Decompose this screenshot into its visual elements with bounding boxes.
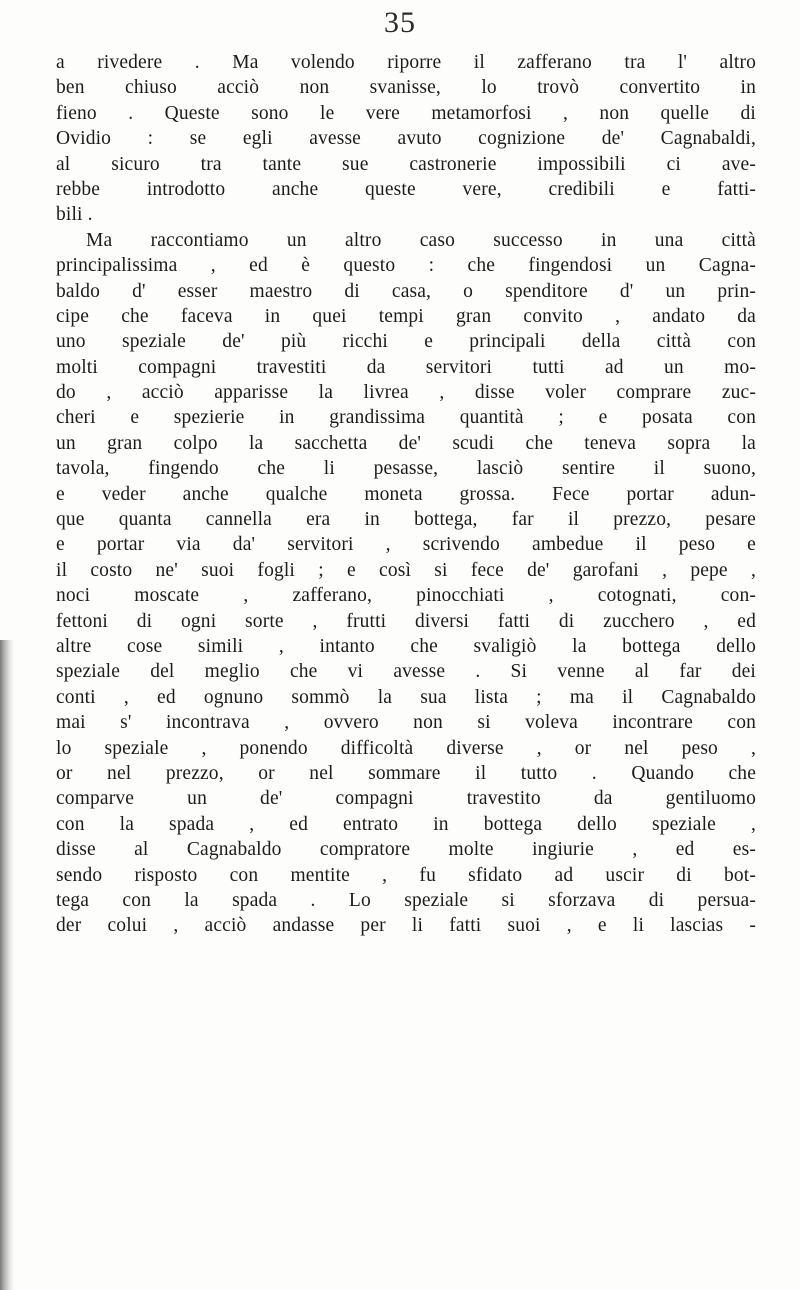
- text-line: lo speziale , ponendo difficoltà diverse , or nel peso ,: [56, 737, 756, 759]
- text-line: sendo risposto con mentite , fu sfidato ad uscir di bot-: [56, 864, 756, 886]
- text-line: al sicuro tra tante sue castronerie impossibili ci ave-: [56, 153, 756, 175]
- text-line: con la spada , ed entrato in bottega dello speziale ,: [56, 813, 756, 835]
- page-number: 35: [384, 6, 416, 39]
- body-text: [56, 50, 756, 939]
- text-line: cheri e spezierie in grandissima quantità ; e posata con: [56, 407, 756, 429]
- text-line: der colui , acciò andasse per li fatti suoi , e li lascias -: [56, 915, 756, 937]
- text-line: bili .: [56, 204, 93, 226]
- text-line: que quanta cannella era in bottega, far il prezzo, pesare: [56, 509, 756, 531]
- text-line: speziale del meglio che vi avesse . Si venne al far dei: [56, 661, 756, 683]
- text-line: altre cose simili , intanto che svaligiò la bottega dello: [56, 635, 756, 657]
- text-line: comparve un de' compagni travestito da gentiluomo: [56, 788, 756, 810]
- text-line: mai s' incontrava , ovvero non si voleva incontrare con: [56, 712, 756, 734]
- text-line: e portar via da' servitori , scrivendo ambedue il peso e: [56, 534, 756, 556]
- text-line: cipe che faceva in quei tempi gran convito , andato da: [56, 305, 756, 327]
- text-line: a rivedere . Ma volendo riporre il zafferano tra l' altro: [56, 52, 756, 73]
- text-line: fettoni di ogni sorte , frutti diversi fatti di zucchero , ed: [56, 610, 756, 632]
- text-line: il costo ne' suoi fogli ; e così si fece de' garofani , pepe ,: [56, 559, 756, 581]
- text-line: baldo d' esser maestro di casa, o spenditore d' un prin-: [56, 280, 756, 302]
- text-line: un gran colpo la sacchetta de' scudi che teneva sopra la: [56, 432, 756, 454]
- text-line: tega con la spada . Lo speziale si sforzava di persua-: [56, 889, 756, 911]
- text-line: uno speziale de' più ricchi e principali della città con: [56, 331, 756, 353]
- text-line: e veder anche qualche moneta grossa. Fece portar adun-: [56, 483, 756, 505]
- text-line: do , acciò apparisse la livrea , disse voler comprare zuc-: [56, 382, 756, 404]
- text-line: ben chiuso acciò non svanisse, lo trovò convertito in: [56, 77, 756, 99]
- text-line: Ovidio : se egli avesse avuto cognizione de' Cagnabaldi,: [56, 128, 756, 150]
- text-line: or nel prezzo, or nel sommare il tutto . Quando che: [56, 762, 756, 784]
- text-line: conti , ed ognuno sommò la sua lista ; ma il Cagnabaldo: [56, 686, 756, 708]
- text-line: disse al Cagnabaldo compratore molte ingiurie , ed es-: [56, 839, 756, 861]
- text-line: tavola, fingendo che li pesasse, lasciò sentire il suono,: [56, 458, 756, 480]
- text-line: molti compagni travestiti da servitori tutti ad un mo-: [56, 356, 756, 378]
- text-line: fieno . Queste sono le vere metamorfosi , non quelle di: [56, 102, 756, 124]
- text-line: Ma raccontiamo un altro caso successo in una città: [86, 229, 756, 251]
- scan-shadow-edge: [0, 640, 14, 1290]
- text-line: principalissima , ed è questo : che fingendosi un Cagna-: [56, 255, 756, 277]
- text-line: rebbe introdotto anche queste vere, credibili e fatti-: [56, 178, 756, 200]
- text-line: noci moscate , zafferano, pinocchiati , cotognati, con-: [56, 585, 756, 607]
